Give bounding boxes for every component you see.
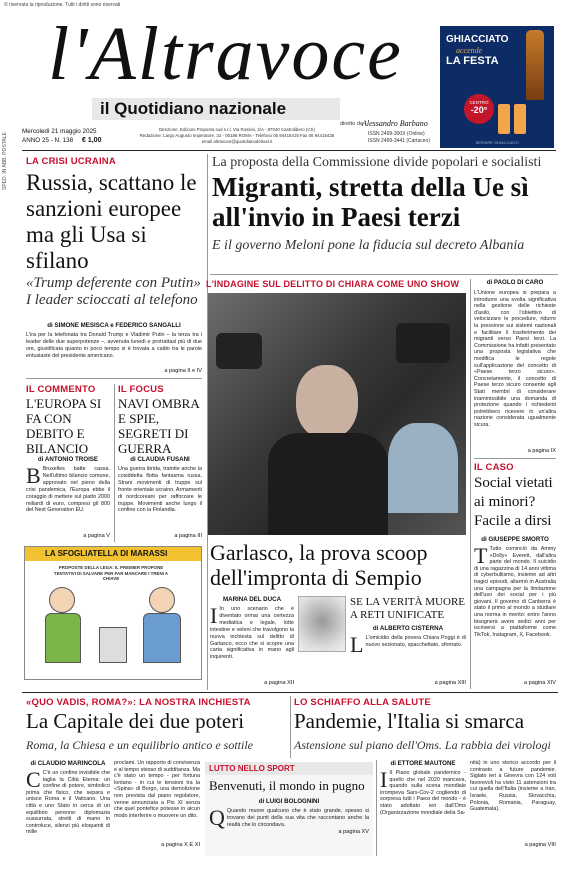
body-commento: B Bruxelles batte cassa. Nell'ultimo bilancio comune, approvato nel pieno della crisi pandemica, l'Europa ebbe il coraggio di mettere sul piatto 2000 miliardi di euro, compresi gli 800 del Next Generation EU.: [26, 463, 110, 514]
kicker-crisi-ucraina: LA CRISI UCRAINA: [26, 156, 116, 167]
subhead-pandemie: Astensione sul piano dell'Oms. La rabbia dei virologi: [294, 738, 551, 752]
byline-russia: di SIMONE MESISCA e FEDERICO SANGALLI: [47, 322, 181, 329]
issn-print: ISSN 2499-3441 (Cartaceo): [368, 138, 430, 144]
byline-vaticano: di CLAUDIO MARINCOLA: [30, 760, 106, 767]
director-name: Alessandro Barbano: [362, 119, 428, 128]
headline-focus[interactable]: NAVI OMBRA E SPIE, SEGRETI DI GUERRA: [118, 396, 200, 456]
headline-social[interactable]: Social vietati ai minori? Facile a dirsi: [474, 475, 553, 529]
headline-commento[interactable]: L'EUROPA SI FA CON DEBITO E BILANCIO: [26, 396, 102, 456]
ref-marina[interactable]: a pagina XII: [264, 680, 294, 686]
fingerprint-image: [298, 596, 346, 652]
body-marina: I In uno scenario che è diventato ormai una certezza mediatica e legale, lotte intestine e veleni che travolgono la nuova inchiesta sul delitto di Garlasco, ecco che si scopre una carta significativa in mano agli inquirenti.: [210, 603, 294, 661]
headline-reti[interactable]: SE LA VERITÀ MUORE A RETI UNIFICATE: [350, 596, 465, 621]
byline-social: di GIUSEPPE SMORTO: [481, 536, 549, 543]
masthead-logo: l'Altravoce: [48, 12, 403, 96]
kicker-pandemie: LO SCHIAFFO ALLA SALUTE: [294, 697, 431, 708]
issue-date: Mercoledì 21 maggio 2025: [22, 128, 97, 135]
photo-body-shape: [268, 433, 388, 535]
byline-pandemie: di ETTORE MAUTONE: [390, 760, 456, 767]
body-pandemie-col1: I Il Piano globale pandemico - quello che nel 2020 mancava, quando sulla scena mondiale irrompeva Sars-Cov-2 cogliendo di sorpresa tutti i Paesi del mondo - è stato adottato ieri dall'Oms (Organizzazione mondiale della Sa-: [380, 767, 466, 816]
address-line: Redazione: Largo Augusto Imperatore, 32 - 00186 ROMA - Telefono 06 94415419 Fax 06 94415435: [139, 133, 335, 138]
byline-marina: MARINA DEL DUCA: [222, 596, 282, 603]
bottle-icon: [526, 30, 544, 100]
advert-box[interactable]: [440, 26, 554, 148]
cartoon-box[interactable]: [24, 546, 202, 680]
headline-pandemie[interactable]: Pandemie, l'Italia si smarca: [294, 709, 525, 733]
headline-garlasco[interactable]: Garlasco, la prova scoop dell'impronta di Sempio: [210, 540, 428, 590]
subhead-russia: «Trump deferente con Putin» I leader scioccati al telefono: [26, 275, 201, 308]
cartoon-figure-body-icon: [143, 613, 181, 663]
subhead-vaticano: Roma, la Chiesa e un equilibrio antico e sottile: [26, 738, 253, 752]
kicker-caso: IL CASO: [474, 462, 514, 473]
cartoon-title: LA SFOGLIATELLA DI MARASSI: [25, 547, 201, 561]
cartoon-figure-head-icon: [49, 587, 75, 613]
kicker-focus: IL FOCUS: [118, 384, 164, 395]
ref-vaticano[interactable]: a pagina X E XI: [161, 842, 200, 848]
headline-vaticano[interactable]: La Capitale dei due poteri: [26, 709, 245, 733]
byline-focus: di CLAUDIA FUSANI: [130, 456, 190, 463]
body-pandemie-col1-text: Il Piano globale pandemico - quello che nel 2020 mancava, quando sulla scena mondiale irrompeva Sars-Cov-2 cogliendo di sorpresa tutti i Paesi del mondo - è stato adottato ieri dall'Oms (Organizzazione mondiale della Sa-: [380, 770, 466, 816]
masthead-subtitle: il Quotidiano nazionale: [92, 98, 340, 120]
photo-face-shape: [296, 365, 358, 439]
body-pandemie-col2-text: nità) in uno storico accordo per il contrasto a future pandemie. Siglato ieri a Ginevra con 124 voti favorevoli ha visto 11 astensioni tra cui quella dell'Italia (insieme a Iran, Israele, Russia, Slovacchia, Polonia, Romania, Paraguay, Guatemala).: [470, 760, 556, 813]
advert-line1: GHIACCIATO: [446, 34, 509, 45]
byline-reti: di ALBERTO CISTERNA: [372, 625, 444, 632]
side-strip-text: SPED. IN ABB. POSTALE: [2, 132, 8, 190]
headline-lutto: Benvenuti, il mondo in pugno: [209, 778, 365, 793]
camera-icon: [216, 333, 262, 369]
headline-migranti[interactable]: Migranti, stretta della Ue sì all'invio in Paesi terzi: [212, 172, 529, 232]
kicker-garlasco: L'INDAGINE SUL DELITTO DI CHIARA COME UNO SHOW: [206, 279, 460, 289]
byline-lutto: di LUIGI BOLOGNINI: [258, 798, 320, 805]
byline-commento: di ANTONIO TROISE: [37, 456, 99, 463]
byline-caro: di PAOLO DI CARO: [486, 279, 544, 286]
body-marina-text: In uno scenario che è diventato ormai una certezza mediatica e legale, lotte intestine e veleni che travolgono la nuova inchiesta sul delitto di Garlasco, ecco che si scopre una carta significativa in mano agli inquirenti.: [210, 606, 294, 661]
cartoon-figure-head-icon: [149, 587, 175, 613]
photo-garlasco[interactable]: [208, 293, 466, 535]
advert-badge: [464, 94, 494, 124]
body-focus-text: Una guerra ibrida, tramite anche la cosiddetta flotta fantasma russa. Strani movimenti di truppe sul fronte orientale ucraino. Armamenti di nordcoreani per rafforzare le truppe. Movimenti anche lungo il confine con la Finlandia.: [118, 466, 202, 514]
ref-social[interactable]: a pagina XIV: [523, 680, 556, 686]
body-vaticano-col2-text: proclami. Un rapporto di convivenza e al tempo stesso di sudditanza. Ma c'è stato un tempo - per fortuna lontano - in cui le tensioni tra la «Spina» di Borgo, una demolizione non prevista dal piano regolatore, venne annunciata a Pio XI senza che quel pontefice potesse in alcun modo interferire o muovere un dito.: [114, 760, 200, 819]
ref-caro[interactable]: a pagina IX: [527, 448, 556, 454]
body-reti-text: L'omicidio della povera Chiara Poggi è di nuovo sezionato, spacchettato, sfornato.: [365, 635, 466, 648]
copyright-note: © riservata la riproduzione. Tutti i diritti sono riservati: [4, 2, 121, 8]
advert-badge-label: CENTRO: [469, 100, 489, 105]
body-social-text: Tutto cominciò da Ammy «Dolly» Everett, dall'altra parte del mondo. Il suicidio di una ragazzina di 14 anni vittima di cyberbullismo, insieme ad altri tragici episodi, allarmò in Australia una campagna per la limitazione dell'uso dei social per i più giovani. Il governo di Canberra è stato il primo al mondo a studiare una norma in merito: entro l'anno bisognerà avere sedici anni per iscriversi a piattaforme come TikTok, Instagram, X, Facebook.: [474, 546, 556, 638]
glass-icon: [498, 104, 510, 134]
body-vaticano-col1-text: C'è un confine invisibile che taglia la Città Eterna: un confine di potere, simbolico prima che fisico, che separa e unisce Roma e il Vaticano. Una città e uno Stato in cerca di un equilibrio perenne: diplomazia sussurrata, stretti di mano in controluce, silenzi più eloquenti di mille: [26, 770, 110, 836]
body-commento-text: Bruxelles batte cassa. Nell'ultimo bilancio comune, approvato nel pieno della crisi pandemica, l'Europa ebbe il coraggio di mettere sul piatto 2000 miliardi di euro, compresi gli 800 del Next Generation EU.: [26, 466, 110, 514]
issn-block: [368, 131, 430, 145]
ref-pandemie[interactable]: a pagina VIII: [524, 842, 556, 848]
kicker-commento: IL COMMENTO: [26, 384, 96, 395]
subhead-migranti: E il governo Meloni pone la fiducia sul decreto Albania: [212, 238, 525, 253]
body-focus: [118, 466, 202, 514]
body-social: T Tutto cominciò da Ammy «Dolly» Everett, dall'altra parte del mondo. Il suicidio di una ragazzina di 14 anni vittima di cyberbullismo, insieme ad altri tragici episodi, allarmò in Australia una campagna per la limitazione dell'uso dei social per i più giovani. Il governo di Canberra è stato il primo al mondo a studiare una norma in merito: entro l'anno bisognerà avere sedici anni per iscriversi a piattaforme come TikTok, Instagram, X, Facebook.: [474, 543, 556, 638]
body-lutto: Q Quando muore qualcuno che è stato grande, spesso si trovano dei punti della sua vita che raccontano anche la realtà che lo circondava.: [209, 805, 369, 830]
lutto-box[interactable]: [205, 762, 373, 856]
ref-commento[interactable]: a pagina V: [83, 533, 110, 539]
advert-line3: LA FESTA: [446, 55, 499, 67]
cartoon-caption: PROPOSTE DELLA LEGA: IL PREMIER PROPONE TENTATIVI DI SALVARE PER FAR MANCARE I TRENI A CHIAVE: [53, 565, 169, 582]
advert-badge-value: -20°: [470, 105, 488, 115]
kicker-lutto: LUTTO NELLO SPORT: [205, 762, 373, 775]
headline-russia[interactable]: Russia, scattano le sanzioni europee ma gli Usa si sfilano: [26, 170, 197, 273]
ref-lutto: a pagina XV: [338, 828, 369, 835]
body-caro: [474, 290, 556, 428]
director-label: diretto da: [340, 121, 363, 127]
kicker-vaticano: «QUO VADIS, ROMA?»: LA NOSTRA INCHIESTA: [26, 697, 251, 708]
photo-bystander-shape: [388, 423, 458, 513]
body-russia: [26, 332, 202, 360]
advert-line2: accende: [456, 46, 483, 55]
address-line: Direzione, Edizioni Proposta sud s.r.l. Via Rossini, 2/A - 87040 Castrolibero (CS): [159, 127, 315, 132]
body-reti: L L'omicidio della povera Chiara Poggi è di nuovo sezionato, spacchettato, sfornato.: [350, 632, 466, 657]
body-vaticano-col2: [114, 760, 200, 819]
issue-price: € 1,00: [82, 137, 102, 144]
body-pandemie-col2: [470, 760, 556, 813]
body-lutto-text: Quando muore qualcuno che è stato grande, spesso si trovano dei punti della sua vita che raccontano anche la realtà che lo circondava.: [226, 808, 369, 828]
body-russia-text: L'ira per la telefonata tra Donald Trump e Vladimir Putin – la terza tra i leader delle due superpotenze –, avvenuta lunedì e protrattasi più di due ore, giustificata quanto in poco tempo si è trovata a caldo tra le parole entusiaste del presidente americano.: [26, 332, 202, 359]
ref-reti[interactable]: a pagina XIII: [434, 680, 466, 686]
side-strip: [2, 30, 14, 190]
advert-strip: SERVIRE GHIACCIATO: [475, 140, 519, 145]
camera-icon: [396, 323, 450, 363]
overline-migranti: La proposta della Commissione divide popolari e socialisti: [212, 155, 542, 170]
ref-focus[interactable]: a pagina III: [174, 533, 202, 539]
issn-online: ISSN 2499-300X (Online): [368, 131, 425, 137]
ref-russia[interactable]: a pagina II e IV: [164, 368, 202, 374]
body-vaticano-col1: C C'è un confine invisibile che taglia la Città Eterna: un confine di potere, simbolico prima che fisico, che separa e unisce Roma e il Vaticano. Una città e uno Stato in cerca di un equilibrio perenne: diplomazia sussurrata, stretti di mano in controluce, silenzi più eloquenti di mille: [26, 767, 110, 836]
cartoon-machine-icon: [99, 627, 127, 663]
glass-icon: [514, 104, 526, 134]
issue-number: ANNO 25 - N. 138: [22, 137, 74, 144]
body-caro-text: L'Unione europea si prepara a introdurre una svolta significativa nella gestione delle richieste d'asilo, con l'obiettivo di velocizzare le procedure, ridurre la pressione sui sistemi nazionali e facilitare il trasferimento dei migranti verso Paesi terzi. La Commissione ha infatti presentato una proposta legislativa che modifica le regole sull'applicazione del concetto di «Paese terzo sicuro». Concretamente, il concetto di Paese terzo sicuro consente agli Stati membri di considerare inammissibile una domanda di protezione quando i richiedenti potrebbero ricevere in un'altra nazione considerata ugualmente sicura.: [474, 290, 556, 428]
masthead-addresses: [122, 127, 352, 145]
cartoon-figure-body-icon: [45, 613, 81, 663]
address-line: email altravoce@quotidianodelsud.it: [201, 139, 273, 144]
